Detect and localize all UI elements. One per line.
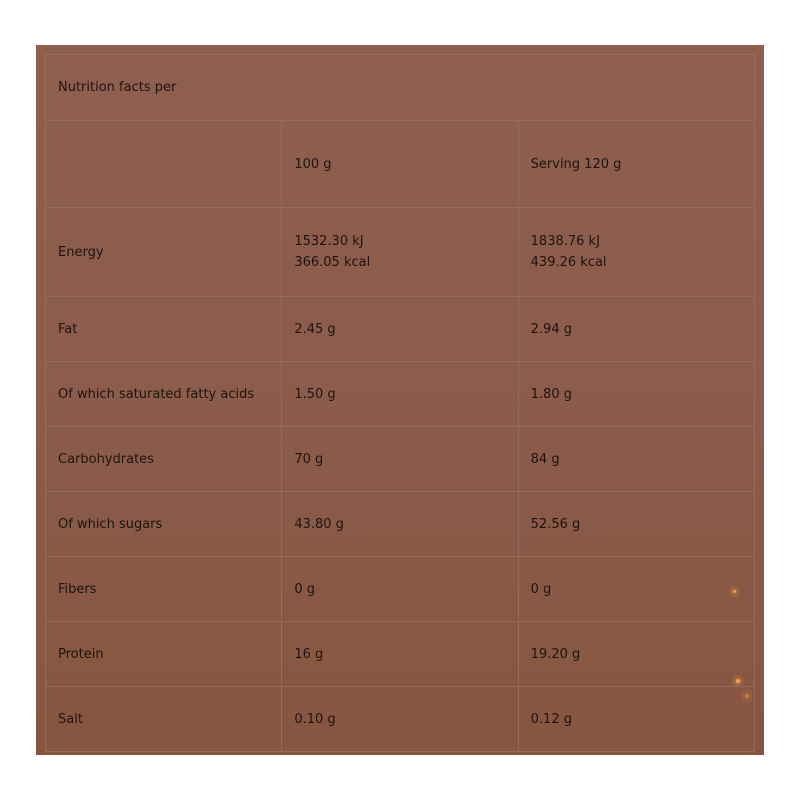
value-per-serving: 1.80 g: [518, 362, 754, 427]
table-row: [46, 492, 755, 557]
table-row: [46, 557, 755, 622]
table-row: [46, 208, 755, 297]
value-per-serving: [518, 208, 754, 297]
table-row: [46, 687, 755, 752]
row-label: Fat: [46, 297, 282, 362]
table-row: [46, 622, 755, 687]
row-label: Of which saturated fatty acids: [46, 362, 282, 427]
header-per-serving: Serving 120 g: [518, 121, 754, 208]
value-per-100g: [282, 208, 518, 297]
value-per-100g: 1.50 g: [282, 362, 518, 427]
value-per-100g: 43.80 g: [282, 492, 518, 557]
value-per-100g: 16 g: [282, 622, 518, 687]
value-per-serving: 19.20 g: [518, 622, 754, 687]
value-per-serving: 0 g: [518, 557, 754, 622]
value-per-serving: 52.56 g: [518, 492, 754, 557]
value-per-100g: 0 g: [282, 557, 518, 622]
table-header-row: [46, 121, 755, 208]
energy-kj: 1532.30 kJ: [294, 234, 364, 249]
row-label: Protein: [46, 622, 282, 687]
value-per-serving: 0.12 g: [518, 687, 754, 752]
nutrition-panel: [36, 45, 764, 755]
header-label-cell: [46, 121, 282, 208]
value-per-100g: 70 g: [282, 427, 518, 492]
energy-kcal: 439.26 kcal: [530, 255, 607, 270]
row-label: Energy: [46, 208, 282, 297]
row-label: Fibers: [46, 557, 282, 622]
table-row: [46, 297, 755, 362]
header-per-100g: 100 g: [282, 121, 518, 208]
table-row: [46, 427, 755, 492]
energy-kj: 1838.76 kJ: [530, 234, 600, 249]
table-row: [46, 362, 755, 427]
row-label: Salt: [46, 687, 282, 752]
nutrition-table: [45, 54, 755, 752]
table-title: Nutrition facts per: [46, 55, 755, 121]
value-per-serving: 2.94 g: [518, 297, 754, 362]
value-per-serving: 84 g: [518, 427, 754, 492]
value-per-100g: 0.10 g: [282, 687, 518, 752]
row-label: Carbohydrates: [46, 427, 282, 492]
row-label: Of which sugars: [46, 492, 282, 557]
value-per-100g: 2.45 g: [282, 297, 518, 362]
table-title-row: [46, 55, 755, 121]
energy-kcal: 366.05 kcal: [294, 255, 371, 270]
